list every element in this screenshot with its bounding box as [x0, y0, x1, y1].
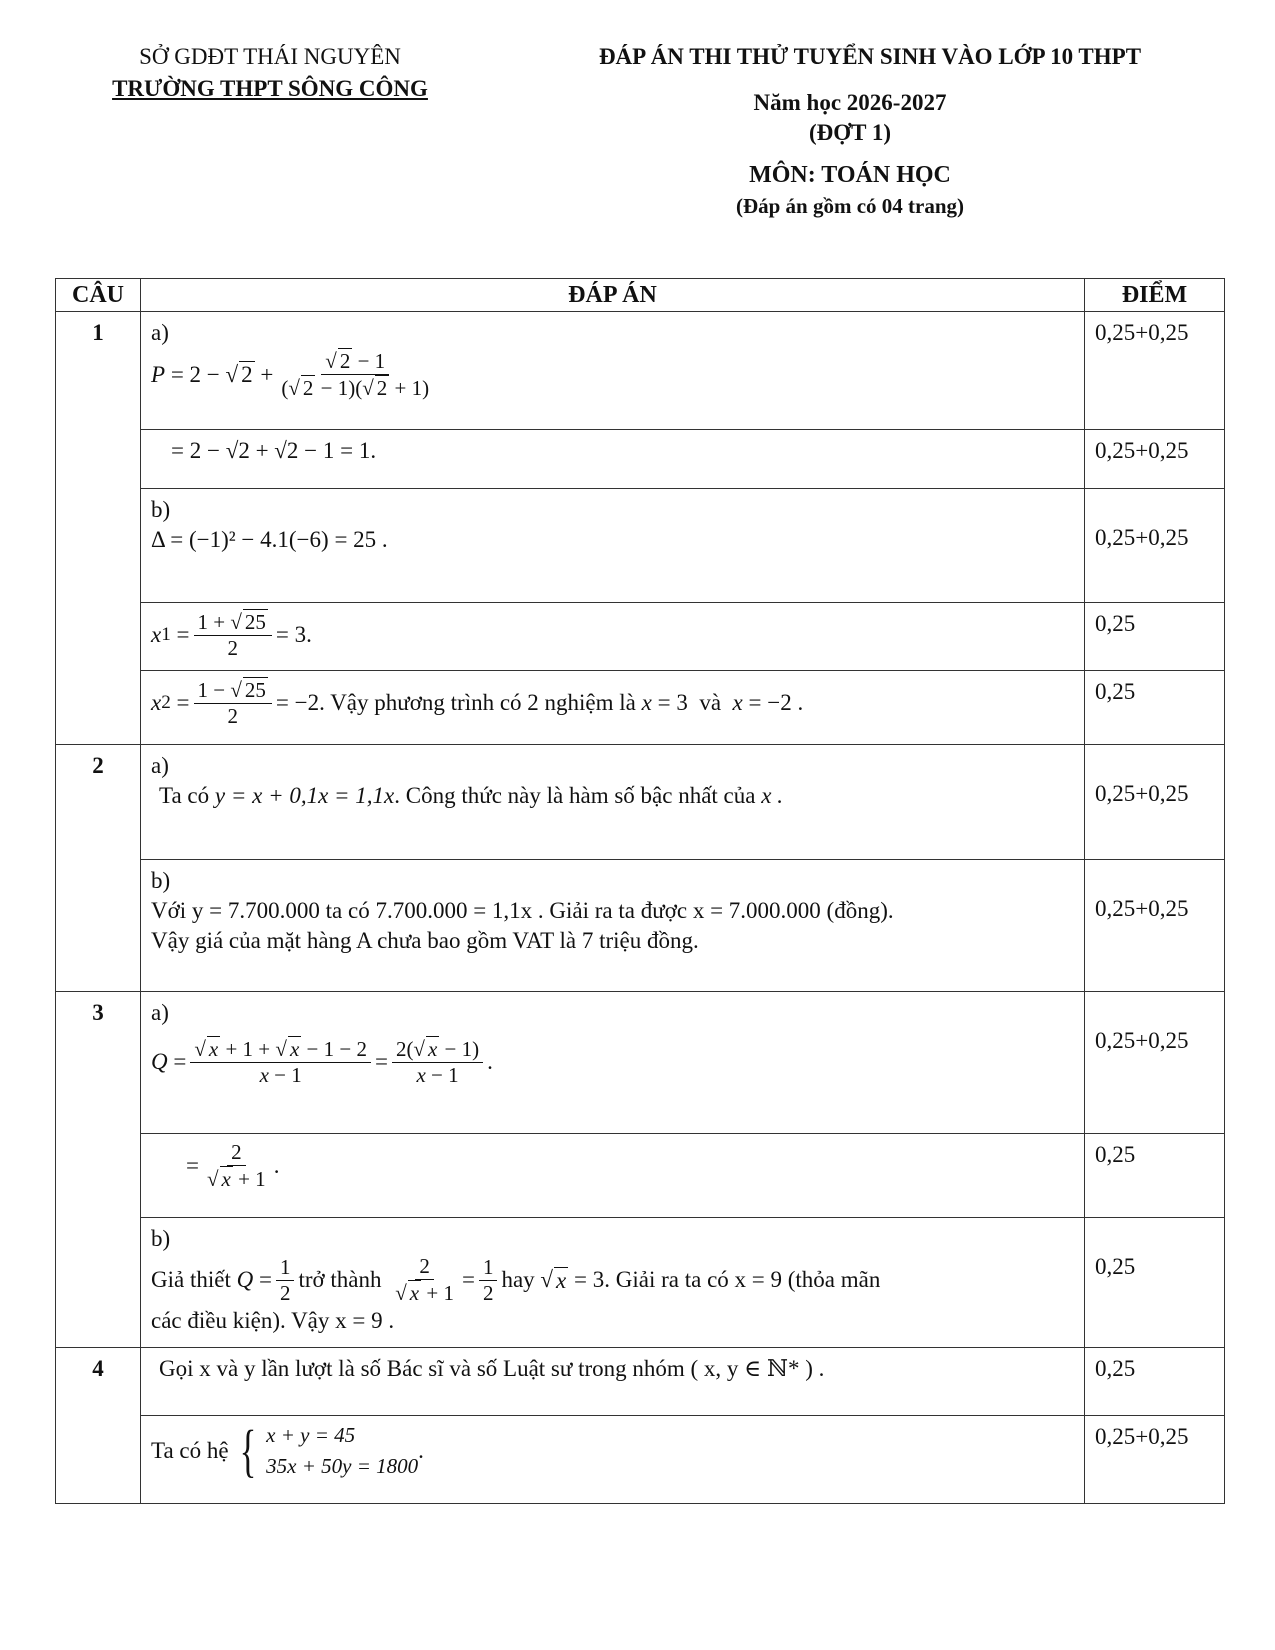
table-row — [56, 430, 1225, 489]
part-label: a) — [151, 1000, 169, 1025]
table-row — [56, 312, 1225, 430]
part-label: b) — [151, 497, 171, 522]
formula-p-result: = 2 − √2 + √2 − 1 = 1. — [171, 438, 377, 463]
answer-table — [55, 278, 1225, 1504]
points: 0,25+0,25 — [1085, 745, 1225, 860]
points: 0,25+0,25 — [1085, 992, 1225, 1134]
points: 0,25 — [1085, 603, 1225, 671]
points: 0,25+0,25 — [1085, 489, 1225, 603]
equation-2: 35x + 50y = 1800 — [266, 1454, 419, 1478]
points: 0,25 — [1085, 1348, 1225, 1416]
question-number: 1 — [56, 312, 141, 745]
formula-p: P = 2 − √ 2 + $\frac{√ 2 - 1}{(√ 2 - 1)(√ 2 + 1)}$ — [151, 349, 430, 400]
table-row — [56, 1218, 1225, 1348]
answer-text: Ta có y = x + 0,1x = 1,1x . Công thức này là hàm số bậc nhất của x . — [159, 783, 783, 808]
points: 0,25+0,25 — [1085, 860, 1225, 992]
part-label: b) — [151, 868, 171, 893]
document-title: ĐÁP ÁN THI THỬ TUYỂN SINH VÀO LỚP 10 THPT — [598, 44, 1142, 69]
answer-text: các điều kiện). Vậy x = 9 . — [151, 1308, 395, 1333]
points: 0,25+0,25 — [1085, 430, 1225, 489]
answer-text: Vậy giá của mặt hàng A chưa bao gồm VAT là 7 triệu đồng. — [151, 928, 699, 953]
formula-q-result: = $\frac{2}{√ x + 1}$ . — [186, 1140, 280, 1191]
header-answer: ĐÁP ÁN — [141, 279, 1085, 312]
answer-text: Với y = 7.700.000 ta có 7.700.000 = 1,1x . Giải ra ta được x = 7.000.000 (đồng). — [151, 898, 894, 923]
question-number: 3 — [56, 992, 141, 1348]
department-name: SỞ GDĐT THÁI NGUYÊN — [139, 44, 401, 69]
table-row — [56, 1348, 1225, 1416]
points: 0,25 — [1085, 1218, 1225, 1348]
conclusion-text: . Vậy phương trình có 2 nghiệm là — [319, 690, 636, 715]
table-row — [56, 1134, 1225, 1218]
school-year: Năm học 2026-2027 — [753, 90, 947, 115]
points: 0,25+0,25 — [1085, 312, 1225, 430]
formula-x2: x 2 = $\frac{1 - √ 25}{2}$ = −2 . Vậy phương trình có 2 nghiệm là x = 3 và x = −2 . — [151, 678, 804, 728]
table-row — [56, 671, 1225, 745]
table-row — [56, 992, 1225, 1134]
table-row — [56, 489, 1225, 603]
points: 0,25 — [1085, 671, 1225, 745]
question-number: 4 — [56, 1348, 141, 1504]
page-count-note: (Đáp án gồm có 04 trang) — [735, 194, 965, 218]
question-number: 2 — [56, 745, 141, 992]
header-question: CÂU — [56, 279, 141, 312]
equation-system: Ta có hệ { x + y = 45 35x + 50y = 1800 . — [151, 1418, 424, 1483]
table-header-row — [56, 279, 1225, 312]
table-row — [56, 603, 1225, 671]
points: 0,25+0,25 — [1085, 1416, 1225, 1504]
school-name: TRƯỜNG THPT SÔNG CÔNG — [112, 76, 428, 101]
equation-1: x + y = 45 — [266, 1423, 356, 1447]
answer-text: Gọi x và y lần lượt là số Bác sĩ và số Luật sư trong nhóm ( x, y ∈ ℕ* ) . — [159, 1356, 825, 1381]
answer-text: Giả thiết Q = $\frac{1}{2}$ trở thành $\frac{2}{√ x + 1}$ = $\frac{1}{2}$ hay √ x = 3 . Giải ra ta có x = 9 (thỏa mãn — [151, 1254, 881, 1305]
table-row — [56, 860, 1225, 992]
part-label: b) — [151, 1226, 171, 1251]
formula-q: Q = $\frac{√ x + 1 + √ x - 1 - 2}{x - 1}$ = $\frac{2(√ x - 1)}{x - 1}$ . — [151, 1037, 493, 1087]
formula-x1: x 1 = $\frac{1 + √ 25}{2}$ = 3. — [151, 610, 312, 660]
subject-title: MÔN: TOÁN HỌC — [749, 162, 951, 188]
header-points: ĐIỂM — [1085, 279, 1225, 312]
table-row — [56, 745, 1225, 860]
part-label: a) — [151, 753, 169, 778]
table-row — [56, 1416, 1225, 1504]
exam-round: (ĐỢT 1) — [809, 120, 891, 145]
part-label: a) — [151, 320, 169, 345]
formula-delta: Δ = (−1)² − 4.1(−6) = 25 . — [151, 527, 388, 552]
points: 0,25 — [1085, 1134, 1225, 1218]
